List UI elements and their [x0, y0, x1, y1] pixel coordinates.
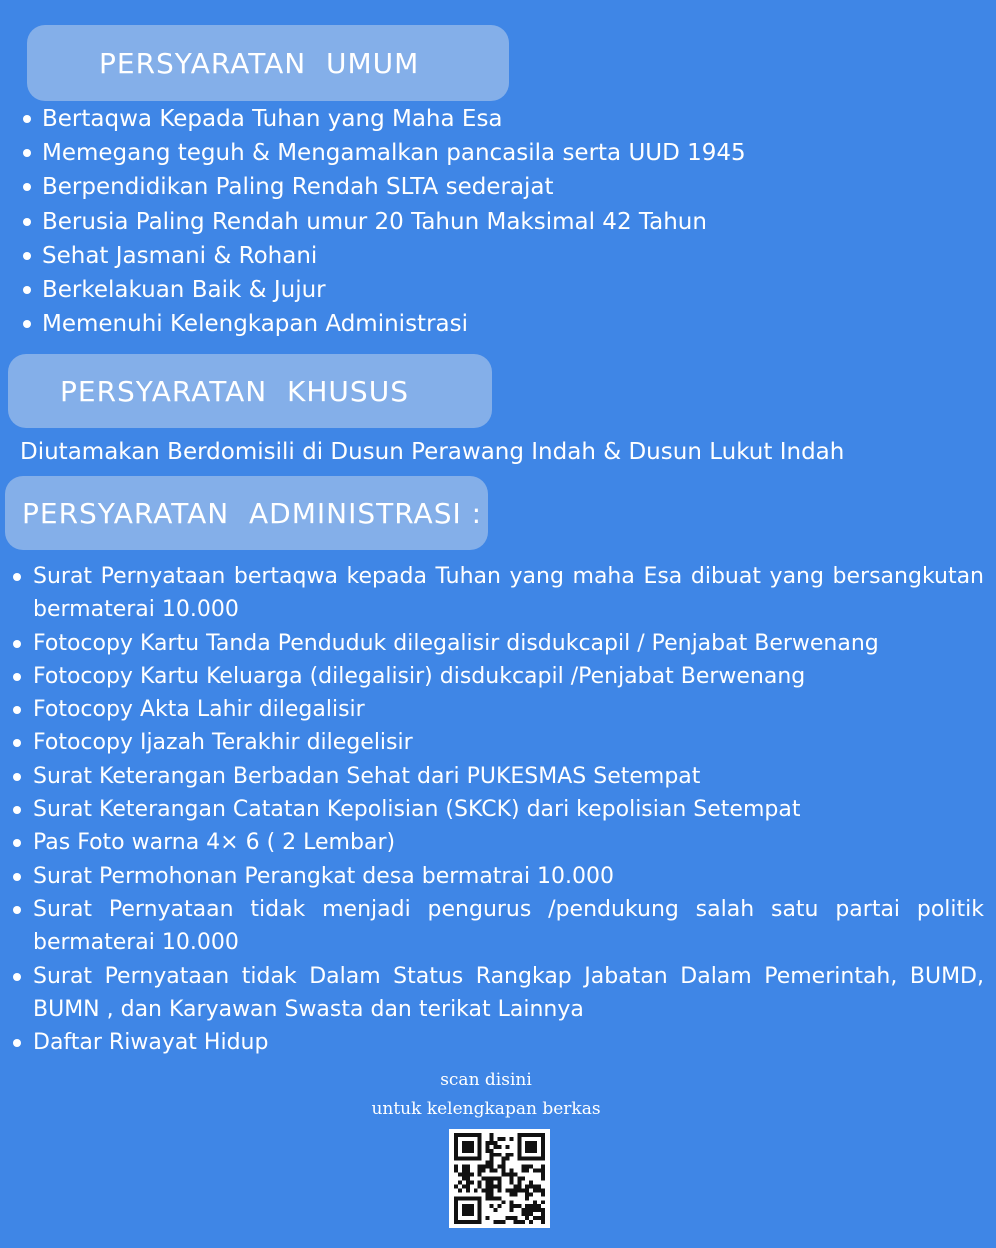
qr-code[interactable] [449, 1129, 550, 1228]
list-item: Surat Pernyataan tidak menjadi pengurus /pendukung salah satu partai politik bermaterai 10.000 [12, 893, 984, 960]
section-header-umum [27, 25, 509, 101]
list-item: Surat Permohonan Perangkat desa bermatrai 10.000 [12, 860, 984, 893]
khusus-description: Diutamakan Berdomisili di Dusun Perawang Indah & Dusun Lukut Indah [20, 439, 845, 465]
list-item: Berusia Paling Rendah umur 20 Tahun Maksimal 42 Tahun [22, 205, 962, 239]
list-item: Fotocopy Kartu Keluarga (dilegalisir) disdukcapil /Penjabat Berwenang [12, 660, 984, 693]
list-item: Surat Pernyataan tidak Dalam Status Rangkap Jabatan Dalam Pemerintah, BUMD, BUMN , dan Karyawan Swasta dan terikat Lainnya [12, 960, 984, 1027]
list-item: Pas Foto warna 4× 6 ( 2 Lembar) [12, 826, 984, 859]
list-item: Surat Pernyataan bertaqwa kepada Tuhan yang maha Esa dibuat yang bersangkutan bermaterai 10.000 [12, 560, 984, 627]
section-title-administrasi: PERSYARATAN ADMINISTRASI : [22, 496, 483, 530]
list-item: Surat Keterangan Berbadan Sehat dari PUKESMAS Setempat [12, 760, 984, 793]
list-item: Memenuhi Kelengkapan Administrasi [22, 307, 962, 341]
list-item: Daftar Riwayat Hidup [12, 1026, 984, 1059]
scan-caption-line2: untuk kelengkapan berkas [371, 1099, 601, 1119]
section-title-khusus: PERSYARATAN KHUSUS [60, 374, 409, 408]
list-item: Fotocopy Kartu Tanda Penduduk dilegalisir disdukcapil / Penjabat Berwenang [12, 627, 984, 660]
list-item: Sehat Jasmani & Rohani [22, 239, 962, 273]
section-header-khusus [8, 354, 492, 428]
list-item: Fotocopy Ijazah Terakhir dilegelisir [12, 726, 984, 759]
list-item: Fotocopy Akta Lahir dilegalisir [12, 693, 984, 726]
requirements-list-umum [22, 102, 962, 341]
scan-caption [0, 1066, 972, 1124]
scan-caption-line1: scan disini [440, 1070, 532, 1090]
requirements-list-administrasi [12, 560, 984, 1059]
list-item: Memegang teguh & Mengamalkan pancasila serta UUD 1945 [22, 136, 962, 170]
list-item: Bertaqwa Kepada Tuhan yang Maha Esa [22, 102, 962, 136]
qr-code-icon [449, 1129, 550, 1228]
section-title-umum: PERSYARATAN UMUM [99, 46, 420, 80]
section-header-administrasi [5, 476, 488, 550]
list-item: Berkelakuan Baik & Jujur [22, 273, 962, 307]
list-item: Surat Keterangan Catatan Kepolisian (SKCK) dari kepolisian Setempat [12, 793, 984, 826]
list-item: Berpendidikan Paling Rendah SLTA sederajat [22, 170, 962, 204]
